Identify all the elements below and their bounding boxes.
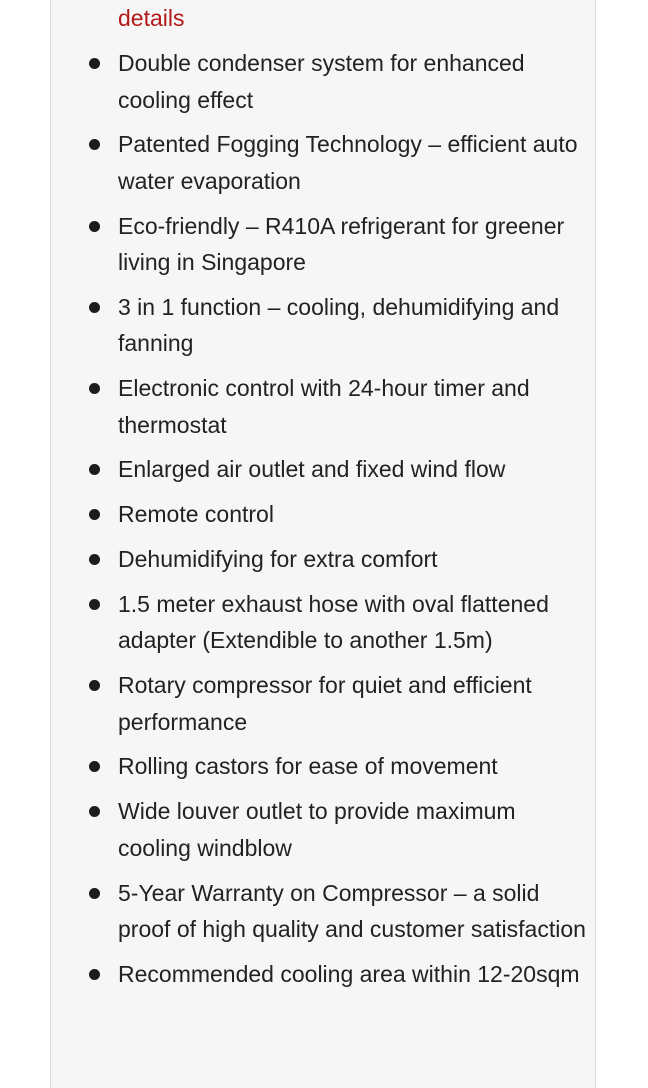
feature-text: Dehumidifying for extra comfort [118, 546, 438, 573]
feature-text: Double condenser system for enhanced cooling effect [118, 50, 525, 113]
bullet-icon [89, 221, 100, 232]
list-item [0, 451, 648, 488]
list-item [0, 126, 648, 199]
feature-text: Eco-friendly – R410A refrigerant for greener living in Singapore [118, 212, 565, 276]
bullet-icon [89, 761, 100, 772]
feature-text: Patented Fogging Technology – efficient auto water evaporation [118, 131, 578, 194]
feature-text: Remote control [118, 501, 274, 528]
feature-text: 3 in 1 function – cooling, dehumidifying and fanning [118, 293, 560, 357]
feature-text: Recommended cooling area within 12-20sqm [118, 960, 580, 987]
feature-text: Enlarged air outlet and fixed wind flow [118, 456, 506, 483]
feature-text: 5-Year Warranty on Compressor – a solid proof of high quality and customer satisfaction [118, 879, 586, 943]
list-item [0, 496, 648, 533]
list-item [0, 667, 648, 740]
bullet-icon [89, 383, 100, 394]
list-item [0, 793, 648, 866]
list-item [0, 289, 648, 362]
bullet-icon [89, 806, 100, 817]
feature-text: Rotary compressor for quiet and efficient performance [118, 672, 532, 735]
bullet-icon [89, 680, 100, 691]
bullet-icon [89, 888, 100, 899]
feature-text: Wide louver outlet to provide maximum cooling windblow [118, 798, 516, 861]
list-item [0, 875, 648, 948]
bullet-icon [89, 509, 100, 520]
list-item [0, 208, 648, 281]
list-item [0, 748, 648, 785]
feature-text: Rolling castors for ease of movement [118, 753, 498, 780]
bullet-icon [89, 58, 100, 69]
list-item [0, 45, 648, 118]
bullet-icon [89, 969, 100, 980]
list-item [0, 541, 648, 578]
list-item [0, 370, 648, 443]
feature-text: 1.5 meter exhaust hose with oval flattened adapter (Extendible to another 1.5m) [118, 590, 549, 654]
list-item [0, 956, 648, 993]
details-link[interactable]: details [118, 5, 185, 31]
bullet-icon [89, 302, 100, 313]
feature-text: Electronic control with 24-hour timer and thermostat [118, 375, 530, 438]
bullet-icon [89, 464, 100, 475]
bullet-icon [89, 139, 100, 150]
feature-list [0, 45, 648, 1001]
list-item [0, 586, 648, 659]
bullet-icon [89, 599, 100, 610]
bullet-icon [89, 554, 100, 565]
